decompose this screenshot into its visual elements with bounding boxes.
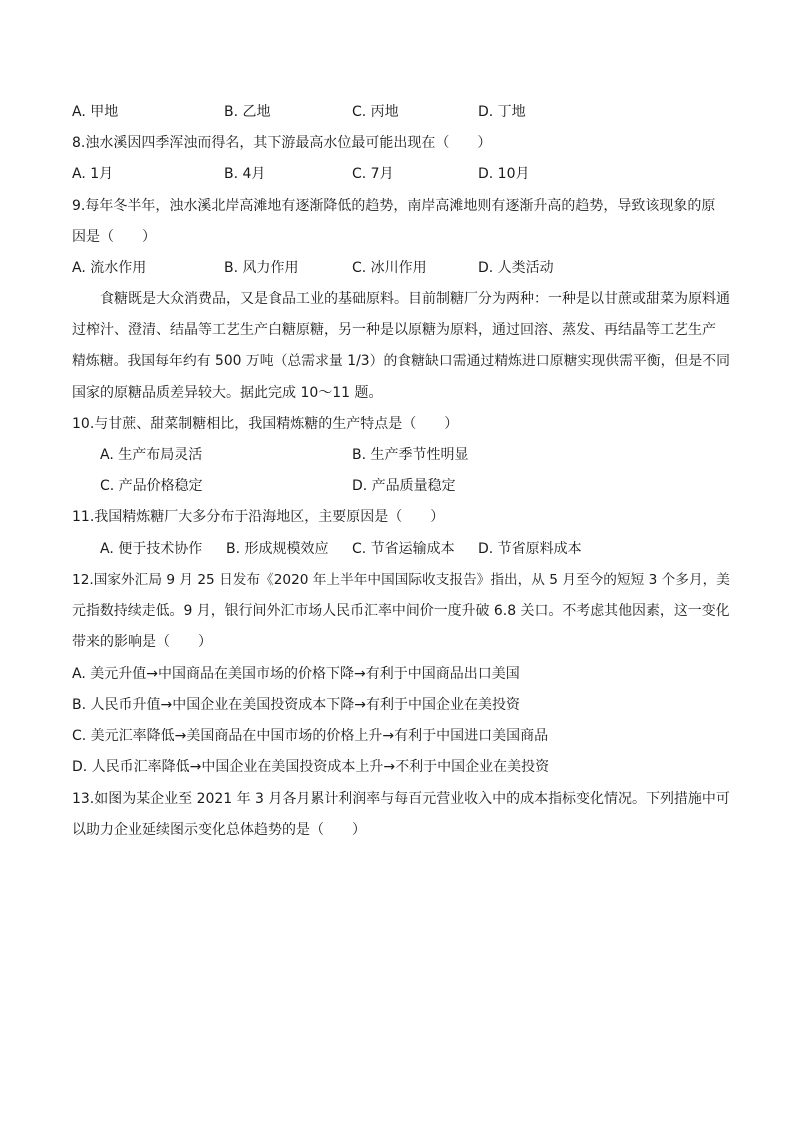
q9-option-a: A. 流水作用: [72, 260, 147, 276]
q7-option-c: C. 丙地: [352, 104, 399, 120]
q12-stem-line3: 带来的影响是（ ）: [72, 634, 212, 650]
passage-line3: 精炼糖。我国每年约有 500 万吨（总需求量 1/3）的食糖缺口需通过精炼进口原糖实现供需平衡，但是不同: [72, 353, 730, 369]
q12-option-b: B. 人民币升值→中国企业在美国投资成本下降→有利于中国企业在美投资: [72, 697, 520, 713]
q12-option-a: A. 美元升值→中国商品在美国市场的价格下降→有利于中国商品出口美国: [72, 666, 520, 682]
q11-option-a: A. 便于技术协作: [100, 541, 203, 557]
q11-option-b: B. 形成规模效应: [226, 541, 329, 557]
q11-stem: 11.我国精炼糖厂大多分布于沿海地区，主要原因是（ ）: [72, 509, 445, 525]
q11-option-c: C. 节省运输成本: [352, 541, 455, 557]
q12-option-d: D. 人民币汇率降低→中国企业在美国投资成本上升→不利于中国企业在美投资: [72, 759, 550, 775]
q10-option-d: D. 产品质量稳定: [352, 478, 456, 494]
q9-stem-line1: 9.每年冬半年，浊水溪北岸高滩地有逐渐降低的趋势，南岸高滩地则有逐渐升高的趋势，导致该现象的原: [72, 198, 716, 214]
q8-option-b: B. 4月: [224, 166, 266, 182]
q8-option-a: A. 1月: [72, 166, 114, 182]
q8-option-d: D. 10月: [478, 166, 530, 182]
q10-option-b: B. 生产季节性明显: [352, 447, 469, 463]
q8-stem: 8.浊水溪因四季浑浊而得名，其下游最高水位最可能出现在（ ）: [72, 135, 492, 151]
q9-option-c: C. 冰川作用: [352, 260, 427, 276]
q7-option-a: A. 甲地: [72, 104, 119, 120]
q10-option-c: C. 产品价格稳定: [100, 478, 203, 494]
passage-line1: 食糖既是大众消费品，又是食品工业的基础原料。目前制糖厂分为两种：一种是以甘蔗或甜菜为原料通: [100, 291, 730, 307]
q12-option-c: C. 美元汇率降低→美国商品在中国市场的价格上升→有利于中国进口美国商品: [72, 728, 549, 744]
q7-option-b: B. 乙地: [224, 104, 271, 120]
q12-stem-line1: 12.国家外汇局 9 月 25 日发布《2020 年上半年中国国际收支报告》指出，从 5 月至今的短短 3 个多月，美: [72, 572, 730, 588]
q10-stem: 10.与甘蔗、甜菜制糖相比，我国精炼糖的生产特点是（ ）: [72, 416, 459, 432]
q11-option-d: D. 节省原料成本: [478, 541, 582, 557]
q13-stem-line1: 13.如图为某企业至 2021 年 3 月各月累计利润率与每百元营业收入中的成本指标变化情况。下列措施中可: [72, 791, 730, 807]
q9-stem-line2: 因是（ ）: [72, 229, 156, 245]
q10-option-a: A. 生产布局灵活: [100, 447, 203, 463]
q8-option-c: C. 7月: [352, 166, 394, 182]
q9-option-d: D. 人类活动: [478, 260, 554, 276]
q13-stem-line2: 以助力企业延续图示变化总体趋势的是（ ）: [72, 822, 366, 838]
passage-line2: 过榨汁、澄清、结晶等工艺生产白糖原糖，另一种是以原糖为原料，通过回溶、蒸发、再结晶等工艺生产: [72, 322, 716, 338]
q9-option-b: B. 风力作用: [224, 260, 299, 276]
passage-line4: 国家的原糖品质差异较大。据此完成 10～11 题。: [72, 385, 383, 401]
q12-stem-line2: 元指数持续走低。9 月，银行间外汇市场人民币汇率中间价一度升破 6.8 关口。不考虑其他因素，这一变化: [72, 603, 730, 619]
q7-option-d: D. 丁地: [478, 104, 526, 120]
